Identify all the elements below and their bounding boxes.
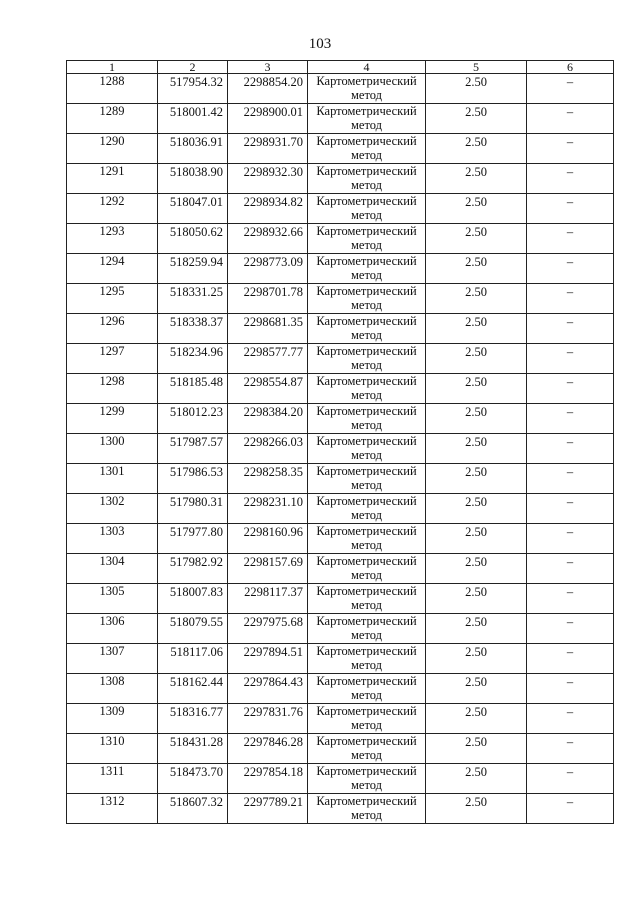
- point-number-cell: 1288: [67, 74, 158, 104]
- note-cell: –: [527, 554, 614, 584]
- y-coordinate-cell: 2297789.21: [228, 794, 308, 824]
- method-cell: Картометрический метод: [308, 674, 426, 704]
- x-coordinate-cell: 518162.44: [158, 674, 228, 704]
- accuracy-cell: 2.50: [426, 404, 527, 434]
- method-cell: Картометрический метод: [308, 434, 426, 464]
- method-cell: Картометрический метод: [308, 314, 426, 344]
- accuracy-cell: 2.50: [426, 254, 527, 284]
- point-number-cell: 1291: [67, 164, 158, 194]
- x-coordinate-cell: 518007.83: [158, 584, 228, 614]
- accuracy-cell: 2.50: [426, 674, 527, 704]
- accuracy-cell: 2.50: [426, 284, 527, 314]
- method-cell: Картометрический метод: [308, 644, 426, 674]
- note-cell: –: [527, 134, 614, 164]
- note-cell: –: [527, 674, 614, 704]
- y-coordinate-cell: 2298701.78: [228, 284, 308, 314]
- point-number-cell: 1312: [67, 794, 158, 824]
- y-coordinate-cell: 2298932.66: [228, 224, 308, 254]
- accuracy-cell: 2.50: [426, 464, 527, 494]
- table-row: [67, 314, 614, 344]
- y-coordinate-cell: 2298854.20: [228, 74, 308, 104]
- x-coordinate-cell: 518047.01: [158, 194, 228, 224]
- table-row: [67, 164, 614, 194]
- method-cell: Картометрический метод: [308, 74, 426, 104]
- table-row: [67, 764, 614, 794]
- method-cell: Картометрический метод: [308, 344, 426, 374]
- method-cell: Картометрический метод: [308, 764, 426, 794]
- note-cell: –: [527, 464, 614, 494]
- y-coordinate-cell: 2297846.28: [228, 734, 308, 764]
- point-number-cell: 1308: [67, 674, 158, 704]
- point-number-cell: 1299: [67, 404, 158, 434]
- accuracy-cell: 2.50: [426, 434, 527, 464]
- y-coordinate-cell: 2298900.01: [228, 104, 308, 134]
- point-number-cell: 1294: [67, 254, 158, 284]
- accuracy-cell: 2.50: [426, 344, 527, 374]
- table-row: [67, 644, 614, 674]
- x-coordinate-cell: 517954.32: [158, 74, 228, 104]
- y-coordinate-cell: 2298231.10: [228, 494, 308, 524]
- table-body: [67, 74, 614, 824]
- x-coordinate-cell: 518338.37: [158, 314, 228, 344]
- accuracy-cell: 2.50: [426, 764, 527, 794]
- accuracy-cell: 2.50: [426, 74, 527, 104]
- table-row: [67, 704, 614, 734]
- accuracy-cell: 2.50: [426, 104, 527, 134]
- column-header: 2: [158, 61, 228, 74]
- note-cell: –: [527, 254, 614, 284]
- note-cell: –: [527, 344, 614, 374]
- column-header: 5: [426, 61, 527, 74]
- x-coordinate-cell: 518036.91: [158, 134, 228, 164]
- y-coordinate-cell: 2297854.18: [228, 764, 308, 794]
- table-row: [67, 434, 614, 464]
- point-number-cell: 1295: [67, 284, 158, 314]
- y-coordinate-cell: 2298931.70: [228, 134, 308, 164]
- accuracy-cell: 2.50: [426, 194, 527, 224]
- accuracy-cell: 2.50: [426, 164, 527, 194]
- x-coordinate-cell: 518431.28: [158, 734, 228, 764]
- y-coordinate-cell: 2297894.51: [228, 644, 308, 674]
- point-number-cell: 1303: [67, 524, 158, 554]
- table-row: [67, 464, 614, 494]
- note-cell: –: [527, 584, 614, 614]
- accuracy-cell: 2.50: [426, 314, 527, 344]
- method-cell: Картометрический метод: [308, 794, 426, 824]
- x-coordinate-cell: 517986.53: [158, 464, 228, 494]
- note-cell: –: [527, 764, 614, 794]
- note-cell: –: [527, 524, 614, 554]
- table-row: [67, 794, 614, 824]
- y-coordinate-cell: 2298157.69: [228, 554, 308, 584]
- table-row: [67, 674, 614, 704]
- x-coordinate-cell: 518607.32: [158, 794, 228, 824]
- note-cell: –: [527, 224, 614, 254]
- x-coordinate-cell: 517987.57: [158, 434, 228, 464]
- accuracy-cell: 2.50: [426, 224, 527, 254]
- point-number-cell: 1304: [67, 554, 158, 584]
- table-row: [67, 734, 614, 764]
- accuracy-cell: 2.50: [426, 524, 527, 554]
- y-coordinate-cell: 2297864.43: [228, 674, 308, 704]
- note-cell: –: [527, 494, 614, 524]
- accuracy-cell: 2.50: [426, 704, 527, 734]
- table-row: [67, 494, 614, 524]
- point-number-cell: 1290: [67, 134, 158, 164]
- method-cell: Картометрический метод: [308, 224, 426, 254]
- header-row: [67, 61, 614, 74]
- y-coordinate-cell: 2298266.03: [228, 434, 308, 464]
- note-cell: –: [527, 794, 614, 824]
- table-row: [67, 104, 614, 134]
- table-row: [67, 284, 614, 314]
- x-coordinate-cell: 517977.80: [158, 524, 228, 554]
- point-number-cell: 1306: [67, 614, 158, 644]
- x-coordinate-cell: 518259.94: [158, 254, 228, 284]
- x-coordinate-cell: 518331.25: [158, 284, 228, 314]
- x-coordinate-cell: 518038.90: [158, 164, 228, 194]
- note-cell: –: [527, 314, 614, 344]
- table-row: [67, 614, 614, 644]
- y-coordinate-cell: 2298384.20: [228, 404, 308, 434]
- x-coordinate-cell: 517982.92: [158, 554, 228, 584]
- accuracy-cell: 2.50: [426, 374, 527, 404]
- table-row: [67, 584, 614, 614]
- method-cell: Картометрический метод: [308, 614, 426, 644]
- y-coordinate-cell: 2297831.76: [228, 704, 308, 734]
- note-cell: –: [527, 614, 614, 644]
- note-cell: –: [527, 734, 614, 764]
- x-coordinate-cell: 518012.23: [158, 404, 228, 434]
- note-cell: –: [527, 644, 614, 674]
- note-cell: –: [527, 104, 614, 134]
- y-coordinate-cell: 2298773.09: [228, 254, 308, 284]
- x-coordinate-cell: 518185.48: [158, 374, 228, 404]
- table-row: [67, 134, 614, 164]
- method-cell: Картометрический метод: [308, 164, 426, 194]
- point-number-cell: 1307: [67, 644, 158, 674]
- method-cell: Картометрический метод: [308, 704, 426, 734]
- method-cell: Картометрический метод: [308, 734, 426, 764]
- note-cell: –: [527, 404, 614, 434]
- y-coordinate-cell: 2298117.37: [228, 584, 308, 614]
- method-cell: Картометрический метод: [308, 194, 426, 224]
- table-row: [67, 404, 614, 434]
- x-coordinate-cell: 518079.55: [158, 614, 228, 644]
- y-coordinate-cell: 2298934.82: [228, 194, 308, 224]
- x-coordinate-cell: 518001.42: [158, 104, 228, 134]
- point-number-cell: 1302: [67, 494, 158, 524]
- y-coordinate-cell: 2298554.87: [228, 374, 308, 404]
- table-header: [67, 61, 614, 74]
- method-cell: Картометрический метод: [308, 104, 426, 134]
- point-number-cell: 1297: [67, 344, 158, 374]
- point-number-cell: 1311: [67, 764, 158, 794]
- page-number: 103: [308, 36, 332, 52]
- accuracy-cell: 2.50: [426, 554, 527, 584]
- column-header: 3: [228, 61, 308, 74]
- method-cell: Картометрический метод: [308, 524, 426, 554]
- column-header: 6: [527, 61, 614, 74]
- point-number-cell: 1296: [67, 314, 158, 344]
- coordinates-table: [66, 60, 614, 824]
- note-cell: –: [527, 704, 614, 734]
- accuracy-cell: 2.50: [426, 644, 527, 674]
- x-coordinate-cell: 518234.96: [158, 344, 228, 374]
- note-cell: –: [527, 164, 614, 194]
- point-number-cell: 1293: [67, 224, 158, 254]
- x-coordinate-cell: 518117.06: [158, 644, 228, 674]
- x-coordinate-cell: 518473.70: [158, 764, 228, 794]
- y-coordinate-cell: 2298160.96: [228, 524, 308, 554]
- table-row: [67, 554, 614, 584]
- point-number-cell: 1298: [67, 374, 158, 404]
- y-coordinate-cell: 2297975.68: [228, 614, 308, 644]
- method-cell: Картометрический метод: [308, 404, 426, 434]
- note-cell: –: [527, 74, 614, 104]
- note-cell: –: [527, 434, 614, 464]
- method-cell: Картометрический метод: [308, 134, 426, 164]
- note-cell: –: [527, 194, 614, 224]
- x-coordinate-cell: 518050.62: [158, 224, 228, 254]
- note-cell: –: [527, 284, 614, 314]
- method-cell: Картометрический метод: [308, 584, 426, 614]
- x-coordinate-cell: 518316.77: [158, 704, 228, 734]
- point-number-cell: 1309: [67, 704, 158, 734]
- table-row: [67, 194, 614, 224]
- point-number-cell: 1310: [67, 734, 158, 764]
- accuracy-cell: 2.50: [426, 734, 527, 764]
- point-number-cell: 1289: [67, 104, 158, 134]
- accuracy-cell: 2.50: [426, 584, 527, 614]
- table-row: [67, 374, 614, 404]
- table-row: [67, 254, 614, 284]
- accuracy-cell: 2.50: [426, 494, 527, 524]
- method-cell: Картометрический метод: [308, 374, 426, 404]
- point-number-cell: 1305: [67, 584, 158, 614]
- table-row: [67, 74, 614, 104]
- accuracy-cell: 2.50: [426, 794, 527, 824]
- point-number-cell: 1301: [67, 464, 158, 494]
- method-cell: Картометрический метод: [308, 464, 426, 494]
- method-cell: Картометрический метод: [308, 554, 426, 584]
- accuracy-cell: 2.50: [426, 134, 527, 164]
- method-cell: Картометрический метод: [308, 254, 426, 284]
- point-number-cell: 1292: [67, 194, 158, 224]
- note-cell: –: [527, 374, 614, 404]
- y-coordinate-cell: 2298932.30: [228, 164, 308, 194]
- y-coordinate-cell: 2298681.35: [228, 314, 308, 344]
- y-coordinate-cell: 2298258.35: [228, 464, 308, 494]
- method-cell: Картометрический метод: [308, 284, 426, 314]
- column-header: 4: [308, 61, 426, 74]
- table-row: [67, 224, 614, 254]
- method-cell: Картометрический метод: [308, 494, 426, 524]
- accuracy-cell: 2.50: [426, 614, 527, 644]
- x-coordinate-cell: 517980.31: [158, 494, 228, 524]
- table-row: [67, 524, 614, 554]
- point-number-cell: 1300: [67, 434, 158, 464]
- y-coordinate-cell: 2298577.77: [228, 344, 308, 374]
- column-header: 1: [67, 61, 158, 74]
- table-row: [67, 344, 614, 374]
